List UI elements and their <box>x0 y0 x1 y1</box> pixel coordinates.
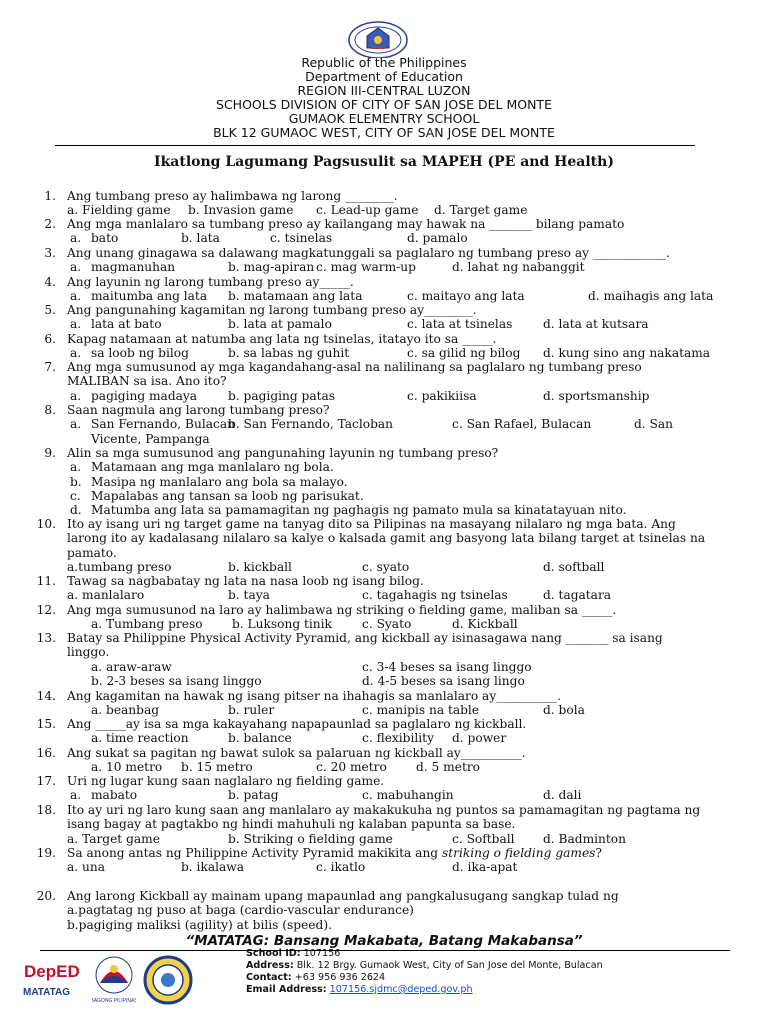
answer-option: d. tagatara <box>543 588 612 603</box>
answer-option: c. San Rafael, Bulacan <box>452 417 592 432</box>
question-number: 3. <box>44 246 56 260</box>
bagong-pilipinas-logo <box>92 955 136 1007</box>
answer-option: a. <box>70 260 82 275</box>
footer-address: Address: Blk. 12 Brgy. Gumaok West, City of San Jose del Monte, Bulacan <box>246 960 603 971</box>
question-text: Alin sa mga sumusunod ang pangunahing layunin ng tumbang preso? <box>67 446 499 460</box>
question-number: 16. <box>36 746 56 760</box>
answer-option: b. lata at pamalo <box>228 317 332 332</box>
answer-option: c. mag warm-up <box>316 260 416 275</box>
answer-option: c. lata at tsinelas <box>407 317 513 332</box>
question-text: Ito ay isang uri ng target game na tanyag dito sa Pilipinas na masayang nilalaro ng mga bata. Ang <box>67 517 676 531</box>
answer-option: b. lata <box>181 231 220 246</box>
answer-option: b. balance <box>228 731 292 746</box>
answer-option: d. bola <box>543 703 585 718</box>
answer-option: a. una <box>67 860 105 875</box>
answer-option: d. ika-apat <box>452 860 518 875</box>
question-number: 1. <box>44 189 56 203</box>
answer-option: c. mabuhangin <box>362 788 454 803</box>
answer-option: San Fernando, Bulacan <box>91 417 235 432</box>
question-text-cont: b.pagiging maliksi (agility) at bilis (speed). <box>67 917 332 932</box>
question-text: Sa anong antas ng Philippine Activity Pyramid makikita ang striking o fielding games? <box>67 846 602 860</box>
answer-option: a. Fielding game <box>67 203 171 218</box>
question-text: Ang layunin ng larong tumbang preso ay_____. <box>67 275 354 289</box>
answer-option: d. 4-5 beses sa isang lingo <box>362 673 525 688</box>
question-text-cont: larong ito ay kadalasang nilalaro sa kalye o kalsada gamit ang basyong lata bilang target at tsinelas na <box>67 531 706 546</box>
answer-option: d. dali <box>543 788 582 803</box>
answer-option: d. softball <box>543 559 605 574</box>
answer-option: d. pamalo <box>407 231 468 246</box>
page-title: Ikatlong Lagumang Pagsusulit sa MAPEH (PE and Health) <box>154 154 614 170</box>
header-department: Department of Education <box>305 69 463 84</box>
answer-option: b. Luksong tinik <box>232 617 332 632</box>
question-text-cont: MALIBAN sa isa. Ano ito? <box>67 374 227 389</box>
question-number: 2. <box>44 217 56 231</box>
deped-matatag-logo <box>18 955 82 1005</box>
question-text: Uri ng lugar kung saan naglalaro ng fielding game. <box>67 774 385 788</box>
answer-option: c. syato <box>362 559 410 574</box>
answer-option: c. pakikiisa <box>407 388 477 403</box>
question-number: 7. <box>44 360 56 374</box>
answer-option: a. Target game <box>67 831 160 846</box>
question-text: Ang larong Kickball ay mainam upang mapaunlad ang pangkalusugang sangkap tulad ng <box>67 889 619 903</box>
answer-option: a. <box>70 346 82 361</box>
answer-option: b. patag <box>228 788 279 803</box>
answer-option: pagiging madaya <box>91 388 198 403</box>
answer-option: a. <box>70 417 82 432</box>
question-text: Ang kagamitan na hawak ng isang pitser na ihahagis sa manlalaro ay__________. <box>67 689 562 703</box>
answer-option: a. manlalaro <box>67 588 145 603</box>
question-text: Ang tumbang preso ay halimbawa ng larong ________. <box>67 189 398 203</box>
answer-option: d. lata at kutsara <box>543 317 649 332</box>
answer-option: a. <box>70 388 82 403</box>
answer-option: d. kung sino ang nakatama <box>543 346 711 361</box>
answer-option: c. flexibility <box>362 731 434 746</box>
answer-option-letter: d. <box>70 503 82 518</box>
answer-option: d. San <box>634 417 674 432</box>
answer-option: Matamaan ang mga manlalaro ng bola. <box>91 460 334 475</box>
answer-option: b. kickball <box>228 559 292 574</box>
answer-option: b. Invasion game <box>188 203 294 218</box>
question-text: Saan nagmula ang larong tumbang preso? <box>67 403 330 417</box>
answer-option: a. araw-araw <box>91 659 172 674</box>
question-number: 18. <box>36 803 56 817</box>
header-republic: Republic of the Philippines <box>301 55 467 70</box>
question-number: 14. <box>36 689 56 703</box>
answer-option: a.tumbang preso <box>67 559 172 574</box>
answer-option: c. ikatlo <box>316 860 366 875</box>
answer-option: maitumba ang lata <box>91 289 208 304</box>
answer-option: magmanuhan <box>91 260 176 275</box>
answer-option: a. Tumbang preso <box>91 617 203 632</box>
answer-option: lata at bato <box>91 317 162 332</box>
answer-option: mabato <box>91 788 138 803</box>
answer-option: bato <box>91 231 119 246</box>
answer-option: a. <box>70 317 82 332</box>
answer-option: b. ruler <box>228 703 275 718</box>
answer-option: b. pagiging patas <box>228 388 336 403</box>
question-number: 12. <box>36 603 56 617</box>
answer-option: c. tagahagis ng tsinelas <box>362 588 508 603</box>
question-number: 20. <box>36 889 56 903</box>
answer-option: c. sa gilid ng bilog <box>407 346 521 361</box>
header-address: BLK 12 GUMAOC WEST, CITY OF SAN JOSE DEL MONTE <box>213 125 555 140</box>
question-number: 6. <box>44 332 56 346</box>
answer-option: c. Lead-up game <box>316 203 419 218</box>
answer-option: d. power <box>452 731 507 746</box>
answer-option: d. maihagis ang lata <box>588 289 714 304</box>
answer-option-cont: Vicente, Pampanga <box>91 431 210 446</box>
question-text: Ang sukat sa pagitan ng bawat sulok sa palaruan ng kickball ay__________. <box>67 746 526 760</box>
question-text-cont: linggo. <box>67 645 110 660</box>
answer-option: d. sportsmanship <box>543 388 650 403</box>
answer-option: c. tsinelas <box>270 231 333 246</box>
question-number: 10. <box>36 517 56 531</box>
answer-option: sa loob ng bilog <box>91 346 189 361</box>
answer-option: b. 2-3 beses sa isang linggo <box>91 673 262 688</box>
question-text: Ang mga sumusunod ay mga kagandahang-asal na nalilinang sa paglalaro ng tumbang preso <box>67 360 642 374</box>
answer-option: d. 5 metro <box>416 760 481 775</box>
question-text: Ito ay uri ng laro kung saan ang manlalaro ay makakukuha ng puntos sa pamamagitan ng pagtama ng <box>67 803 701 817</box>
slogan: “MATATAG: Bansang Makabata, Batang Makabansa” <box>185 933 583 949</box>
answer-option: c. 3-4 beses sa isang linggo <box>362 659 532 674</box>
answer-option: d. Kickball <box>452 617 518 632</box>
answer-option: c. Softball <box>452 831 515 846</box>
question-text-cont: isang bagay at pagtakbo ng hindi mahuhuli ng kalaban papunta sa base. <box>67 817 516 832</box>
answer-option: a. <box>70 289 82 304</box>
question-text: Ang mga sumusunod na laro ay halimbawa ng striking o fielding game, maliban sa _____. <box>67 603 617 617</box>
answer-option: c. Syato <box>362 617 412 632</box>
answer-option: Mapalabas ang tansan sa loob ng parisukat. <box>91 488 364 503</box>
deped-seal-icon <box>347 14 409 58</box>
footer-email: Email Address: 107156.sjdmc@deped.gov.ph <box>246 984 473 995</box>
answer-option: b. 15 metro <box>181 760 253 775</box>
answer-option: b. San Fernando, Tacloban <box>228 417 393 432</box>
question-text: Ang pangunahing kagamitan ng larong tumbang preso ay________. <box>67 303 477 317</box>
answer-option: a. time reaction <box>91 731 189 746</box>
question-text-cont: pamato. <box>67 545 117 560</box>
question-number: 15. <box>36 717 56 731</box>
question-number: 9. <box>44 446 56 460</box>
answer-option: b. ikalawa <box>181 860 244 875</box>
question-number: 13. <box>36 631 56 645</box>
question-number: 8. <box>44 403 56 417</box>
answer-option: a. <box>70 788 82 803</box>
answer-option: b. Striking o fielding game <box>228 831 393 846</box>
answer-option: a. beanbag <box>91 703 160 718</box>
answer-option: a. 10 metro <box>91 760 163 775</box>
answer-option-letter: c. <box>70 488 81 503</box>
deped-logo-text: DepED <box>24 962 80 981</box>
question-number: 17. <box>36 774 56 788</box>
header-divider <box>55 145 695 146</box>
answer-option: c. 20 metro <box>316 760 387 775</box>
question-text: Ang mga manlalaro sa tumbang preso ay kailangang may hawak na _______ bilang pamato <box>67 217 625 231</box>
answer-option: b. mag-apiran <box>228 260 315 275</box>
question-number: 19. <box>36 846 56 860</box>
question-text: Kapag natamaan at natumba ang lata ng tsinelas, itatayo ito sa _____. <box>67 332 497 346</box>
answer-option: d. Badminton <box>543 831 626 846</box>
header-region: REGION III-CENTRAL LUZON <box>297 83 471 98</box>
footer-divider <box>40 950 730 951</box>
email-link[interactable]: 107156.sjdmc@deped.gov.ph <box>329 984 473 995</box>
answer-option: Masipa ng manlalaro ang bola sa malayo. <box>91 474 348 489</box>
answer-option-letter: b. <box>70 474 82 489</box>
question-text: Ang _____ay isa sa mga kakayahang napapaunlad sa paglalaro ng kickball. <box>67 717 527 731</box>
question-number: 5. <box>44 303 56 317</box>
header-school: GUMAOK ELEMENTRY SCHOOL <box>288 111 480 126</box>
question-text: Batay sa Philippine Physical Activity Pyramid, ang kickball ay isinasagawa nang _______ sa isang <box>67 631 663 645</box>
question-text-cont: a.pagtatag ng puso at baga (cardio-vascular endurance) <box>67 903 414 918</box>
header-division: SCHOOLS DIVISION OF CITY OF SAN JOSE DEL MONTE <box>216 97 552 112</box>
answer-option: d. Target game <box>434 203 528 218</box>
answer-option: b. matamaan ang lata <box>228 289 363 304</box>
answer-option: b. sa labas ng guhit <box>228 346 350 361</box>
question-number: 4. <box>44 275 56 289</box>
answer-option: a. <box>70 231 82 246</box>
answer-option-letter: a. <box>70 460 82 475</box>
answer-option: b. taya <box>228 588 270 603</box>
answer-option: d. lahat ng nabanggit <box>452 260 585 275</box>
matatag-logo-text: MATATAG <box>23 987 71 998</box>
question-text: Ang unang ginagawa sa dalawang magkatunggali sa paglalaro ng tumbang preso ay ____________. <box>67 246 670 260</box>
question-number: 11. <box>36 574 56 588</box>
answer-option: c. maitayo ang lata <box>407 289 525 304</box>
answer-option: Matumba ang lata sa pamamagitan ng paghagis ng pamato mula sa kinatatayuan nito. <box>91 503 627 518</box>
answer-option: c. manipis na table <box>362 703 480 718</box>
bagong-pilipinas-text: BAGONG PILIPINAS <box>92 998 136 1004</box>
school-seal-icon <box>143 955 193 1005</box>
question-text: Tawag sa nagbabatay ng lata na nasa loob ng isang bilog. <box>67 574 424 588</box>
footer-contact: Contact: +63 956 936 2624 <box>246 972 386 983</box>
footer-school-id: School ID: 107156 <box>246 948 341 959</box>
